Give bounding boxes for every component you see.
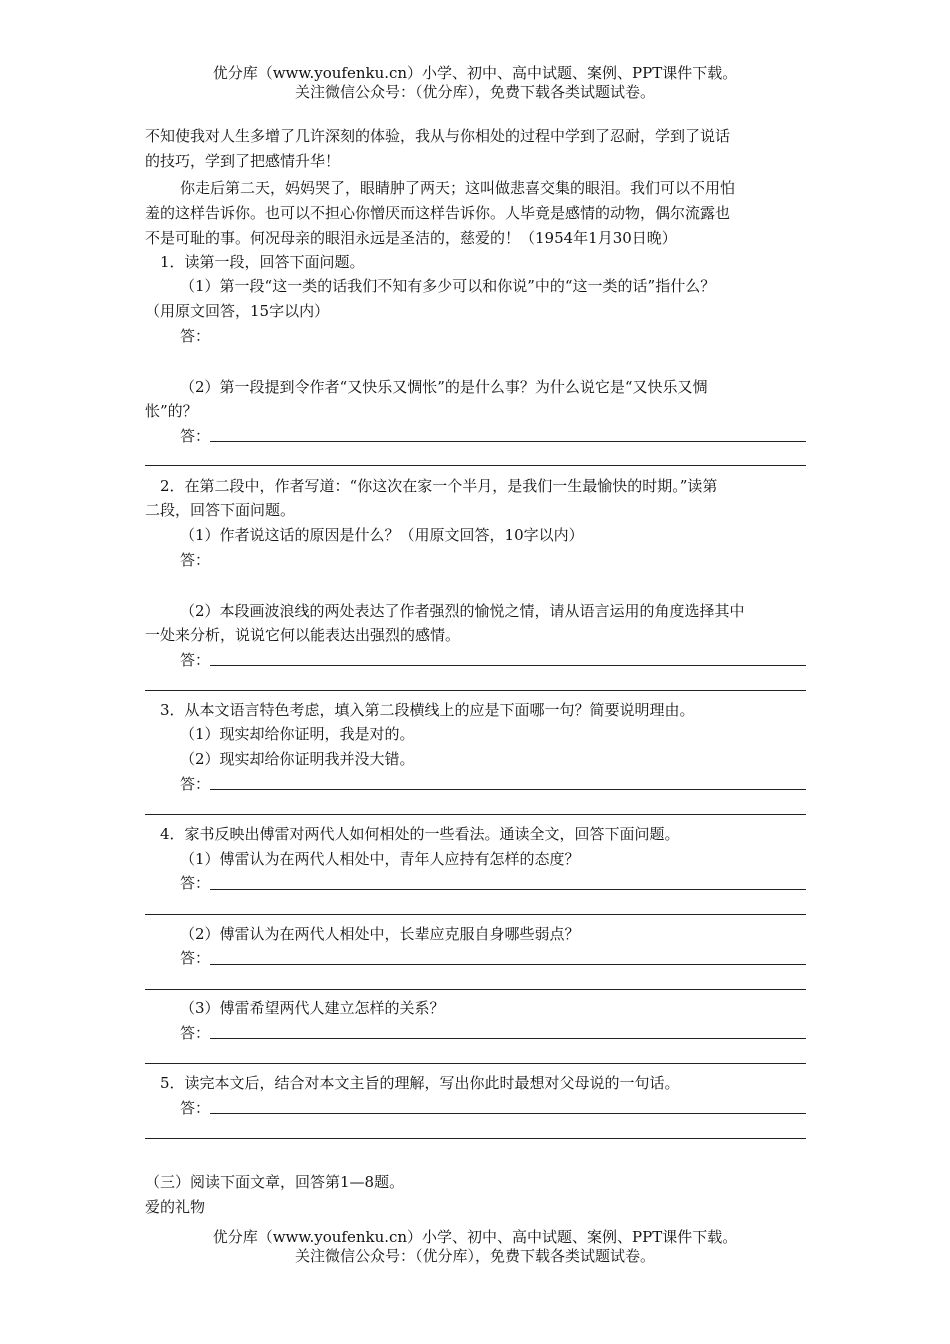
q4-sub2-answer-label: 答： (180, 949, 211, 967)
q3-answer-label: 答： (180, 775, 211, 793)
q4-sub1-answer-line-1[interactable] (210, 889, 806, 890)
section3-title: 爱的礼物 (145, 1198, 206, 1216)
q3-stem: 3．从本文语言特色考虑，填入第二段横线上的应是下面哪一句？简要说明理由。 (160, 701, 695, 719)
q2-stem-line2: 二段，回答下面问题。 (145, 501, 296, 519)
q5-answer-label: 答： (180, 1099, 211, 1117)
q4-sub3-answer-label: 答： (180, 1024, 211, 1042)
q4-sub3-answer-line-1[interactable] (210, 1038, 806, 1039)
q2-stem-line1: 2．在第二段中，作者写道：“你这次在家一个半月，是我们一生最愉快的时期。”读第 (160, 477, 718, 495)
q1-sub1-line2: （用原文回答，15字以内） (145, 302, 330, 320)
passage-p2-line1: 你走后第二天，妈妈哭了，眼睛肿了两天；这叫做悲喜交集的眼泪。我们可以不用怕 (180, 179, 736, 197)
q1-sub2-answer-line-1[interactable] (210, 441, 806, 442)
passage-p1-line1: 不知使我对人生多增了几许深刻的体验，我从与你相处的过程中学到了忍耐，学到了说话 (145, 127, 731, 145)
footer-line-1: 优分库（www.youfenku.cn）小学、初中、高中试题、案例、PPT课件下载。 (212, 1228, 738, 1246)
q5-stem: 5．读完本文后，结合对本文主旨的理解，写出你此时最想对父母说的一句话。 (160, 1074, 680, 1092)
q4-sub1: （1）傅雷认为在两代人相处中，青年人应持有怎样的态度？ (180, 850, 580, 868)
q2-sub2-line2: 一处来分析，说说它何以能表达出强烈的感情。 (145, 626, 461, 644)
passage-p2-line2: 羞的这样告诉你。也可以不担心你憎厌而这样告诉你。人毕竟是感情的动物，偶尔流露也 (145, 204, 731, 222)
header-line-2: 关注微信公众号：（优分库），免费下载各类试题试卷。 (294, 83, 655, 101)
page-header (0, 64, 950, 102)
passage-p2-line3: 不是可耻的事。何况母亲的眼泪永远是圣洁的，慈爱的！（1954年1月30日晚） (145, 229, 677, 247)
q1-sub2-answer-line-2[interactable] (145, 465, 806, 466)
q2-sub2-answer-line-1[interactable] (210, 665, 806, 666)
q3-answer-line-1[interactable] (210, 789, 806, 790)
q1-sub2-answer-label: 答： (180, 427, 211, 445)
q4-sub2-answer-line-2[interactable] (145, 989, 806, 990)
passage-p1-line2: 的技巧，学到了把感情升华！ (145, 152, 341, 170)
footer-line-2: 关注微信公众号：（优分库），免费下载各类试题试卷。 (294, 1247, 655, 1265)
q2-sub2-answer-line-2[interactable] (145, 690, 806, 691)
q1-sub2-line1: （2）第一段提到令作者“又快乐又惆怅”的是什么事？为什么说它是“又快乐又惆 (180, 378, 708, 396)
q4-sub3: （3）傅雷希望两代人建立怎样的关系？ (180, 999, 445, 1017)
section3-intro: （三）阅读下面文章，回答第1—8题。 (145, 1173, 405, 1191)
q2-sub1-answer-label: 答： (180, 551, 211, 569)
q1-sub2-line2: 怅”的？ (145, 402, 198, 420)
q3-answer-line-2[interactable] (145, 814, 806, 815)
q2-sub2-line1: （2）本段画波浪线的两处表达了作者强烈的愉悦之情，请从语言运用的角度选择其中 (180, 602, 745, 620)
q5-answer-line-2[interactable] (145, 1138, 806, 1139)
header-line-1: 优分库（www.youfenku.cn）小学、初中、高中试题、案例、PPT课件下载。 (212, 64, 738, 82)
page-footer (0, 1228, 950, 1266)
q2-sub1: （1）作者说这话的原因是什么？（用原文回答，10字以内） (180, 526, 584, 544)
q4-stem: 4．家书反映出傅雷对两代人如何相处的一些看法。通读全文，回答下面问题。 (160, 825, 680, 843)
q3-option-2: （2）现实却给你证明我并没大错。 (180, 750, 415, 768)
q3-option-1: （1）现实却给你证明，我是对的。 (180, 725, 415, 743)
q5-answer-line-1[interactable] (210, 1113, 806, 1114)
q4-sub2-answer-line-1[interactable] (210, 964, 806, 965)
q1-sub1-line1: （1）第一段“这一类的话我们不知有多少可以和你说”中的“这一类的话”指什么？ (180, 277, 716, 295)
q4-sub1-answer-line-2[interactable] (145, 914, 806, 915)
q2-sub2-answer-label: 答： (180, 651, 211, 669)
q4-sub1-answer-label: 答： (180, 874, 211, 892)
q4-sub3-answer-line-2[interactable] (145, 1063, 806, 1064)
q4-sub2: （2）傅雷认为在两代人相处中，长辈应克服自身哪些弱点？ (180, 925, 580, 943)
q1-sub1-answer-label: 答： (180, 327, 211, 345)
q1-stem: 1．读第一段，回答下面问题。 (160, 253, 365, 271)
